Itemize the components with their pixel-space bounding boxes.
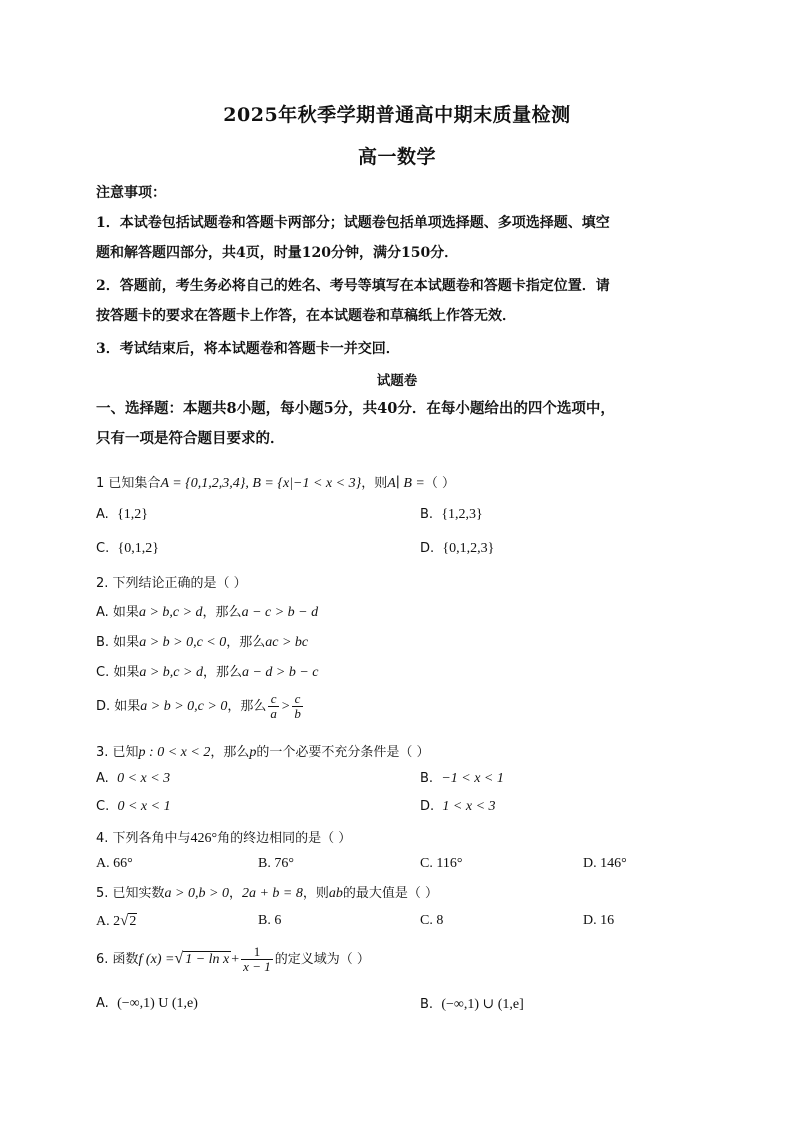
question-2-stem: 2. 下列结论正确的是（ ） bbox=[96, 576, 247, 591]
fraction: $\frac{1}{x - 1}$ bbox=[243, 944, 271, 974]
question-number: 1 bbox=[96, 476, 105, 491]
fraction: $\frac{c}{b}$ bbox=[294, 691, 301, 721]
question-3-stem: 3. 已知p : 0 < x < 2，那么p的一个必要不充分条件是（ ） bbox=[96, 745, 430, 760]
question-4-stem: 4. 下列各角中与426°角的终边相同的是（ ） bbox=[96, 831, 352, 846]
option-a: A. (−∞,1) U (1,e) bbox=[96, 996, 198, 1011]
option-a: A. {1,2} bbox=[96, 507, 149, 522]
option-c: C. 如果a > b,c > d，那么a − d > b − c bbox=[96, 665, 319, 680]
exam-subtitle: 高一数学 bbox=[357, 146, 436, 168]
notice-heading: 注意事项： bbox=[96, 185, 166, 201]
notice-item-2-line-2: 按答题卡的要求在答题卡上作答，在本试题卷和草稿纸上作答无效． bbox=[96, 308, 516, 324]
answer-blank: （ ） bbox=[424, 476, 455, 491]
option-b: B. −1 < x < 1 bbox=[420, 771, 504, 786]
section-1-line-1: 一、选择题：本题共8小题，每小题5分，共40分．在每小题给出的四个选项中， bbox=[96, 400, 615, 417]
option-b: B. 6 bbox=[258, 913, 282, 928]
option-b: B. 如果a > b > 0,c < 0，那么ac > bc bbox=[96, 635, 309, 650]
option-d: D. 1 < x < 3 bbox=[420, 799, 496, 814]
exam-title: 2025年秋季学期普通高中期末质量检测 bbox=[223, 104, 571, 126]
notice-item-1-line-2: 题和解答题四部分，共4页，时量120分钟，满分150分． bbox=[96, 245, 459, 261]
sqrt-icon: √ bbox=[174, 950, 184, 967]
option-c: C. 0 < x < 1 bbox=[96, 799, 171, 814]
question-6-stem: 6. 函数f (x) =√ 1 − ln x + $\frac{1}{x - 1}$ 的定义域为（ ） bbox=[96, 944, 370, 974]
option-d: D. 如果a > b > 0,c > 0，那么 $\frac{c}{a}$ > $\frac{c}{b}$ bbox=[96, 691, 301, 721]
option-b: B. 76° bbox=[258, 856, 294, 871]
option-c: C. 8 bbox=[420, 913, 444, 928]
question-1-stem bbox=[96, 472, 455, 492]
sqrt-icon: √ bbox=[120, 913, 129, 929]
question-text: ，则 bbox=[361, 476, 388, 491]
option-d: D. 16 bbox=[583, 913, 615, 928]
math-expression: A∣ B = bbox=[387, 476, 425, 491]
section-1-line-2: 只有一项是符合题目要求的． bbox=[96, 430, 285, 447]
option-a: A. 如果a > b,c > d，那么a − c > b − d bbox=[96, 605, 319, 620]
notice-item-2-line-1: 2．答题前，考生务必将自己的姓名、考号等填写在本试题卷和答题卡指定位置．请 bbox=[96, 278, 610, 294]
question-5-stem: 5. 已知实数a > 0,b > 0，2a + b = 8，则ab的最大值是（ ） bbox=[96, 886, 439, 901]
option-c: C. 116° bbox=[420, 856, 463, 871]
option-a: A. 0 < x < 3 bbox=[96, 771, 171, 786]
option-a: A. 2√2 bbox=[96, 913, 137, 929]
question-text: 已知集合 bbox=[108, 476, 161, 491]
paper-label: 试题卷 bbox=[376, 373, 418, 389]
option-b: B. {1,2,3} bbox=[420, 507, 483, 522]
notice-item-1-line-1: 1．本试卷包括试题卷和答题卡两部分；试题卷包括单项选择题、多项选择题、填空 bbox=[96, 215, 610, 231]
option-d: D. 146° bbox=[583, 856, 627, 871]
notice-item-3: 3．考试结束后，将本试题卷和答题卡一并交回． bbox=[96, 341, 400, 357]
option-c: C. {0,1,2} bbox=[96, 541, 159, 556]
option-b: B. (−∞,1) ∪ (1,e] bbox=[420, 997, 524, 1012]
fraction: $\frac{c}{a}$ bbox=[270, 691, 277, 721]
option-a: A. 66° bbox=[96, 856, 133, 871]
option-d: D. {0,1,2,3} bbox=[420, 541, 495, 556]
math-expression: A = {0,1,2,3,4}, B = {x|−1 < x < 3} bbox=[160, 476, 362, 491]
